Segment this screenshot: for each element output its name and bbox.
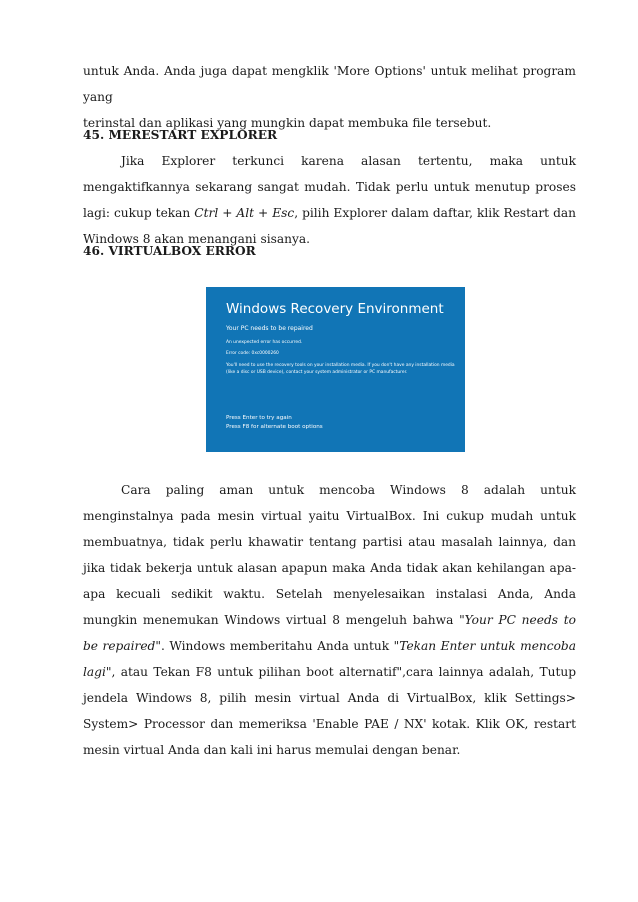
recovery-title: Windows Recovery Environment xyxy=(226,301,444,317)
section-45-text-end: , pilih Explorer dalam daftar, klik Restart dan Windows 8 akan menangani sisanya. xyxy=(83,206,576,246)
recovery-error-code: Error code: 0xc0000260 xyxy=(226,351,279,356)
section-46-heading: 46. VIRTUALBOX ERROR xyxy=(83,244,256,258)
recovery-error-line: An unexpected error has occurred. xyxy=(226,340,303,345)
section-45-text: Jika Explorer terkunci karena alasan tertentu, maka untuk mengaktifkannya sekarang sangat mudah. Tidak perlu untuk menutup proses lagi: cukup tekan xyxy=(83,154,576,220)
recovery-option-f8: Press F8 for alternate boot options xyxy=(226,424,323,430)
section-46-text-3: , atau Tekan F8 untuk pilihan boot alternatif",cara lainnya adalah, Tutup jendela Windows 8, pilih mesin virtual Anda di VirtualBox, klik Settings> System> Processor dan memeriksa 'Enable PAE / NX' kotak. Klik OK, restart mesin virtual Anda dan kali ini harus memulai dengan benar. xyxy=(83,665,576,757)
section-46-paragraph xyxy=(83,477,576,763)
quote-enter: "Tekan Enter untuk mencoba lagi" xyxy=(83,639,576,679)
intro-line-1: untuk Anda. Anda juga dapat mengklik 'More Options' untuk melihat program yang xyxy=(83,64,576,104)
section-45-paragraph xyxy=(83,148,576,252)
recovery-message: You'll need to use the recovery tools on your installation media. If you don't have any installation media (like a disc or USB device), contact your system administrator or PC manufacturer. xyxy=(226,363,455,375)
quote-repair: "Your PC needs to be repaired" xyxy=(83,613,576,653)
recovery-screenshot xyxy=(206,287,465,452)
section-46-text-1: Cara paling aman untuk mencoba Windows 8 adalah untuk menginstalnya pada mesin virtual yaitu VirtualBox. Ini cukup mudah untuk membuatnya, tidak perlu khawatir tentang partisi atau masalah lainnya, dan jika tidak bekerja untuk alasan apapun maka Anda tidak akan kehilangan apa-apa kecuali sedikit waktu. Setelah menyelesaikan instalasi Anda, Anda mungkin menemukan Windows virtual 8 mengeluh bahwa xyxy=(83,483,576,627)
recovery-option-enter: Press Enter to try again xyxy=(226,415,292,421)
keyboard-shortcut: Ctrl + Alt + Esc xyxy=(194,206,295,220)
intro-line-2: terinstal dan aplikasi yang mungkin dapat membuka file tersebut. xyxy=(83,116,492,130)
section-45-heading: 45. MERESTART EXPLORER xyxy=(83,128,278,142)
recovery-subtitle: Your PC needs to be repaired xyxy=(226,325,313,332)
section-46-text-2: . Windows memberitahu Anda untuk xyxy=(160,639,394,653)
